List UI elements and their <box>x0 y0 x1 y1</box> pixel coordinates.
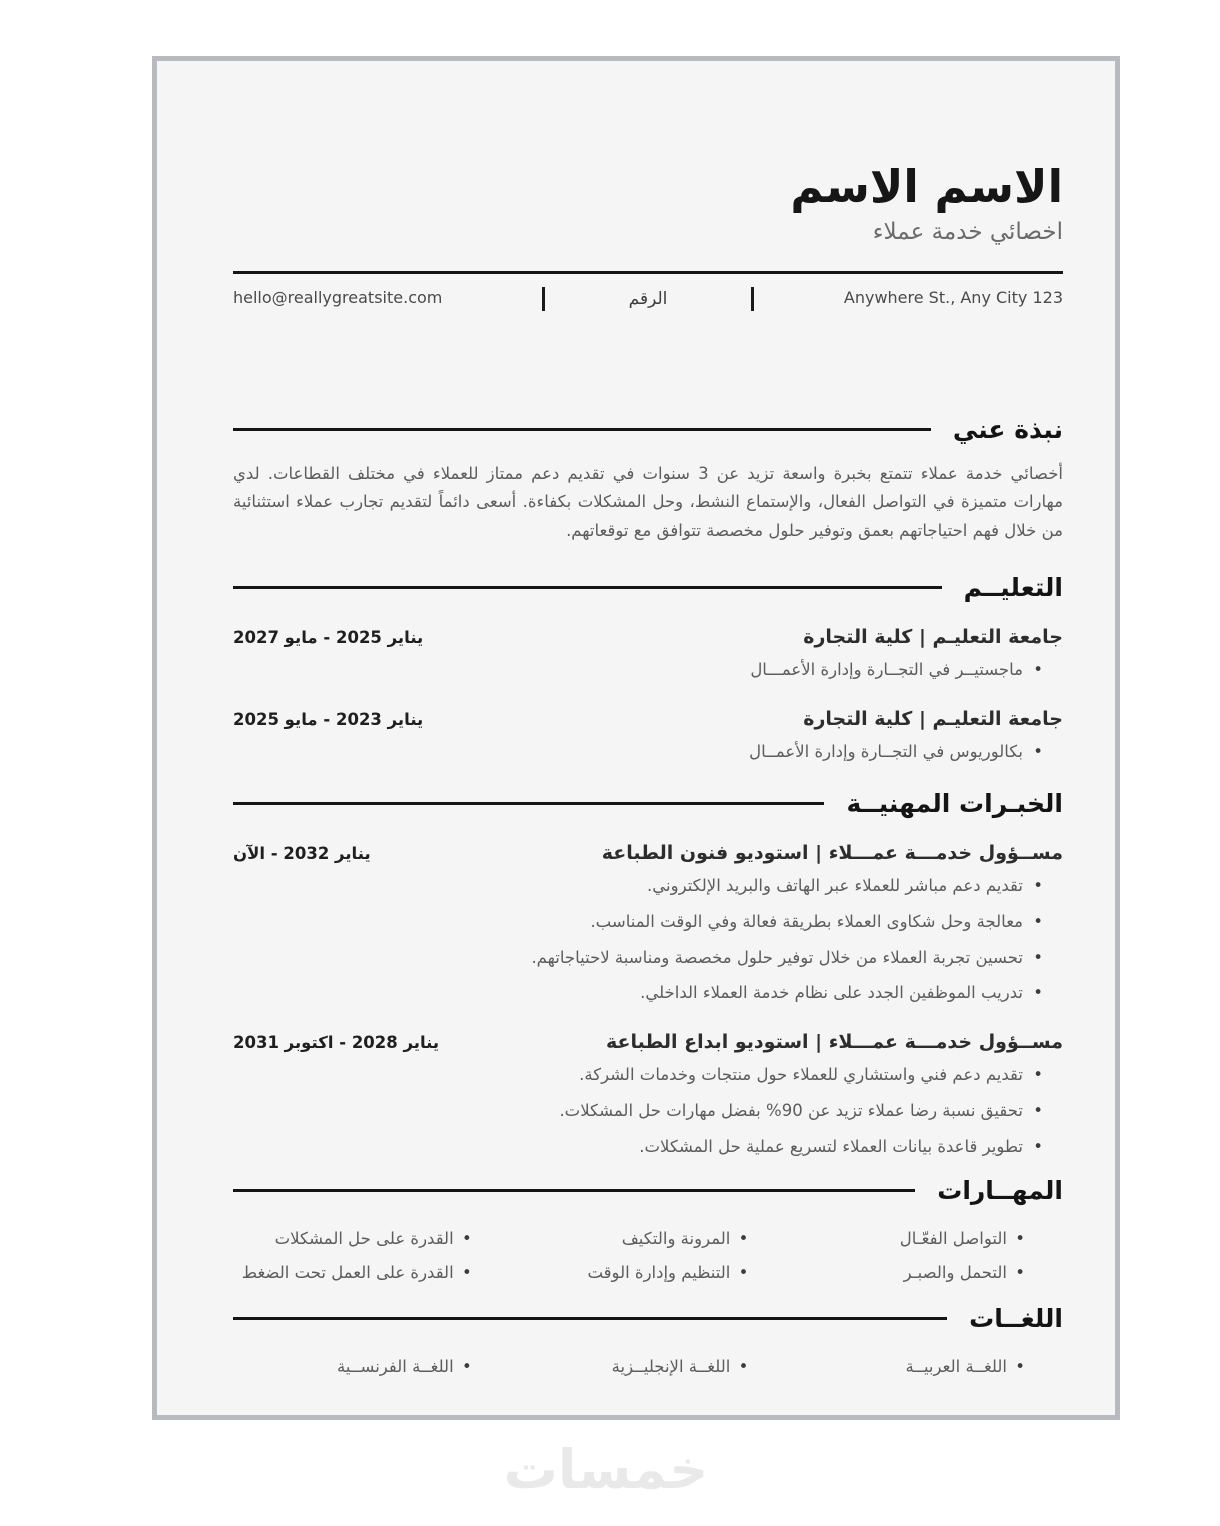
skill-item: • المرونة والتكيف <box>510 1229 787 1248</box>
experience-duty: • معالجة وحل شكاوى العملاء بطريقة فعالة وفي الوقت المناسب. <box>233 909 1043 936</box>
contact-phone: الرقم <box>628 288 668 309</box>
khamsat-watermark-logo: خمسات <box>503 1438 709 1501</box>
section-skills-title: المهــارات <box>937 1176 1063 1206</box>
section-rule <box>233 428 931 431</box>
languages-grid <box>233 1357 1063 1376</box>
resume-sheet <box>152 56 1120 1420</box>
experience-duty: • تقديم دعم مباشر للعملاء عبر الهاتف والبريد الإلكتروني. <box>233 873 1043 900</box>
education-date: يناير 2025 - مايو 2027 <box>233 627 424 647</box>
experience-duty-list <box>233 873 1063 1007</box>
section-rule <box>233 1189 915 1192</box>
experience-job-header <box>233 842 1063 864</box>
experience-job-title: مســؤول خدمـــة عمـــلاء | استوديو فنون الطباعة <box>601 842 1063 865</box>
section-rule <box>233 586 942 589</box>
skill-item: • التحمل والصبـر <box>786 1263 1063 1282</box>
skill-item: • التنظيم وإدارة الوقت <box>510 1263 787 1282</box>
section-skills <box>233 1176 1063 1282</box>
language-item: • اللغــة الفرنســية <box>233 1357 510 1376</box>
skills-grid <box>233 1229 1063 1282</box>
section-languages <box>233 1304 1063 1376</box>
language-item: • اللغــة العربيــة <box>786 1357 1063 1376</box>
education-entry-header <box>233 626 1063 648</box>
contact-address: 123 Anywhere St., Any City <box>843 288 1063 308</box>
resume-header <box>233 161 1063 311</box>
section-experience <box>233 789 1063 1160</box>
section-rule <box>233 1317 947 1320</box>
language-item: • اللغــة الإنجليــزية <box>510 1357 787 1376</box>
section-about-header <box>233 415 1063 444</box>
experience-duty: • تحسين تجربة العملاء من خلال توفير حلول مخصصة ومناسبة لاحتياجاتهم. <box>233 945 1043 972</box>
education-degree-list <box>233 657 1063 684</box>
education-entry-header <box>233 708 1063 730</box>
experience-job-date: يناير 2028 - اكتوبر 2031 <box>233 1033 440 1053</box>
education-entry <box>233 626 1063 684</box>
about-paragraph: أخصائي خدمة عملاء تتمتع بخبرة واسعة تزيد عن 3 سنوات في تقديم دعم ممتاز للعملاء في مختلف القطاعات. لدي مهارات متميزة في التواصل الفعال، والإستماع النشط، وحل المشكلات بكفاءة. أسعى دائماً لتقديم تجارب عملاء استثنائية من خلال فهم احتياجاتهم بعمق وتوفير حلول مخصصة تتوافق مع توقعاتهم. <box>233 463 1063 540</box>
contact-separator-bar <box>751 287 754 311</box>
resume-content <box>157 161 1115 1376</box>
experience-duty: • تطوير قاعدة بيانات العملاء لتسريع عملية حل المشكلات. <box>233 1134 1043 1161</box>
section-skills-header <box>233 1176 1063 1205</box>
person-name: الاسم الاسم <box>790 160 1063 213</box>
section-education-title: التعليــم <box>963 572 1063 602</box>
section-about <box>233 415 1063 545</box>
education-date: يناير 2023 - مايو 2025 <box>233 709 424 729</box>
contact-email: hello@reallygreatsite.com <box>233 288 443 308</box>
section-experience-title: الخبـرات المهنيــة <box>846 789 1063 819</box>
education-degree: • ماجستيــر في التجــارة وإدارة الأعمـــال <box>233 657 1043 684</box>
experience-duty: • تدريب الموظفين الجدد على نظام خدمة العملاء الداخلي. <box>233 980 1043 1007</box>
experience-job-header <box>233 1031 1063 1053</box>
section-about-title: نبذة عني <box>952 414 1063 444</box>
education-school: جامعة التعليـم | كلية التجارة <box>803 625 1063 648</box>
job-title: اخصائي خدمة عملاء <box>872 218 1063 245</box>
section-languages-header <box>233 1304 1063 1333</box>
education-school: جامعة التعليـم | كلية التجارة <box>803 707 1063 730</box>
section-languages-title: اللغــات <box>969 1304 1063 1334</box>
experience-job <box>233 842 1063 1007</box>
education-degree: • بكالوريوس في التجــارة وإدارة الأعمــال <box>233 739 1043 766</box>
skill-item: • القدرة على العمل تحت الضغط <box>233 1263 510 1282</box>
education-entry <box>233 708 1063 766</box>
experience-duty: • تحقيق نسبة رضا عملاء تزيد عن 90% بفضل مهارات حل المشكلات. <box>233 1098 1043 1125</box>
section-rule <box>233 802 824 805</box>
section-education-header <box>233 573 1063 602</box>
skill-item: • القدرة على حل المشكلات <box>233 1229 510 1248</box>
section-experience-header <box>233 789 1063 818</box>
contact-separator-bar <box>542 287 545 311</box>
experience-job-title: مســؤول خدمـــة عمـــلاء | استوديو ابداع الطباعة <box>605 1031 1063 1054</box>
skill-item: • التواصل الفعّـال <box>786 1229 1063 1248</box>
header-divider <box>233 271 1063 274</box>
section-education <box>233 573 1063 765</box>
contact-row <box>233 287 1063 311</box>
education-degree-list <box>233 739 1063 766</box>
experience-duty: • تقديم دعم فني واستشاري للعملاء حول منتجات وخدمات الشركة. <box>233 1062 1043 1089</box>
experience-job-date: يناير 2032 - الآن <box>233 844 371 864</box>
experience-duty-list <box>233 1062 1063 1160</box>
experience-job <box>233 1031 1063 1160</box>
